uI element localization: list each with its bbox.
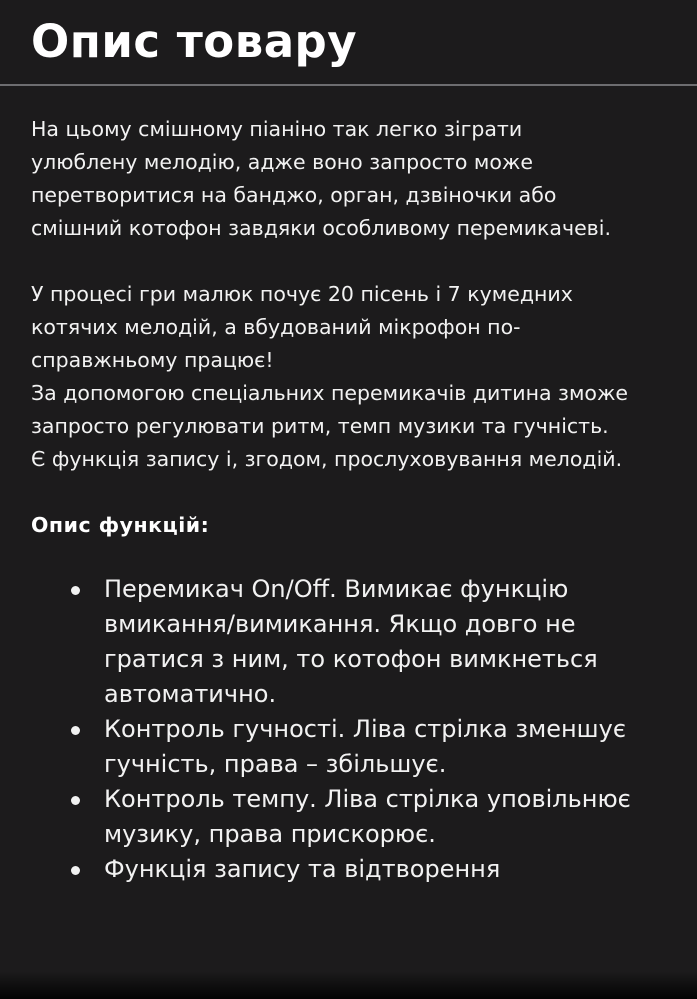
controls-paragraph: За допомогою спеціальних перемикачів дитина зможе запросто регулювати ритм, темп музики та гучність. (31, 381, 629, 438)
intro-paragraph: На цьому смішному піаніно так легко зіграти улюблену мелодію, адже воно запросто може перетворитися на банджо, орган, дзвіночки або смішний котофон завдяки особливому перемикачеві. (31, 117, 611, 240)
list-item (31, 782, 677, 852)
list-item (31, 572, 677, 712)
title-bar (0, 0, 697, 86)
feature-text-tempo: Контроль темпу. Ліва стрілка уповільнює музику, права прискорює. (104, 785, 631, 848)
feature-text-recording: Функція запису та відтворення (104, 855, 501, 883)
feature-text-on-off: Перемикач On/Off. Вимикає функцію вмикання/вимикання. Якщо довго не гратися з ним, то котофон вимкнеться автоматично. (104, 575, 598, 708)
recording-paragraph: Є функція запису і, згодом, прослуховування мелодій. (31, 447, 623, 471)
feature-text-volume: Контроль гучності. Ліва стрілка зменшує гучність, права – збільшує. (104, 715, 626, 778)
feature-list (31, 572, 677, 887)
list-item (31, 712, 677, 782)
description-content (0, 86, 697, 887)
songs-paragraph: У процесі гри малюк почує 20 пісень і 7 кумедних котячих мелодій, а вбудований мікрофон по-справжньому працює! (31, 282, 573, 372)
bullet-icon (71, 726, 80, 735)
bullet-icon (71, 586, 80, 595)
features-heading: Опис функцій: (31, 513, 210, 537)
bottom-fade (0, 971, 697, 999)
list-item (31, 852, 677, 887)
page-title: Опис товару (31, 15, 358, 68)
bullet-icon (71, 866, 80, 875)
bullet-icon (71, 796, 80, 805)
